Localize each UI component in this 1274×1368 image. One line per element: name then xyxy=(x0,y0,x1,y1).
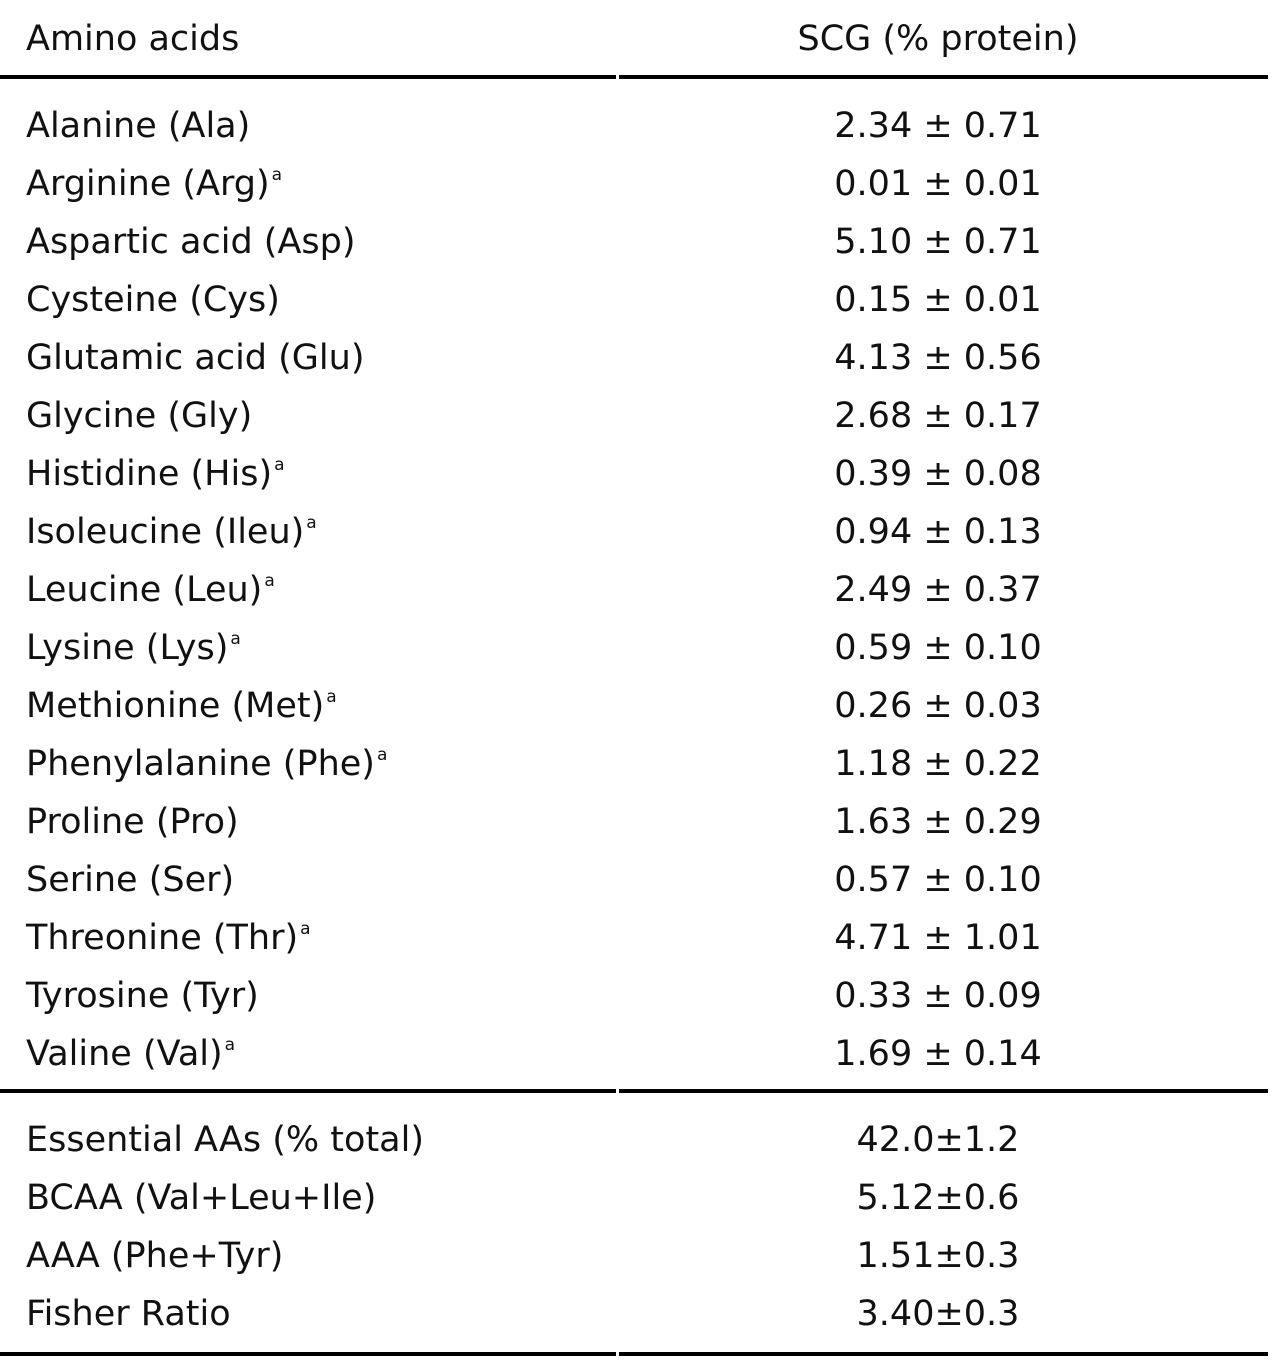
amino-acid-value: 0.59 ± 0.10 xyxy=(834,628,1042,668)
middle-rule xyxy=(0,1089,1268,1093)
essential-footnote-mark: a xyxy=(264,571,275,591)
essential-footnote-mark: a xyxy=(306,513,317,533)
essential-footnote-mark: a xyxy=(271,165,283,185)
amino-acid-label: Tyrosine (Tyr) xyxy=(26,976,259,1016)
amino-acid-label: Lysine (Lys) xyxy=(26,628,229,668)
amino-acid-value: 0.39 ± 0.08 xyxy=(834,454,1042,494)
amino-acid-label: Phenylalanine (Phe) xyxy=(26,744,375,784)
amino-acid-name xyxy=(26,686,337,732)
amino-acid-value: 4.71 ± 1.01 xyxy=(834,918,1042,958)
amino-acid-label: Methionine (Met) xyxy=(26,686,325,726)
amino-acid-value: 1.69 ± 0.14 xyxy=(834,1034,1042,1074)
amino-acid-name xyxy=(26,454,285,500)
amino-acid-label: Threonine (Thr) xyxy=(26,918,299,958)
amino-acid-value: 2.34 ± 0.71 xyxy=(834,106,1042,146)
header-amino-acids: Amino acids xyxy=(26,19,240,59)
amino-acid-name xyxy=(26,976,259,1016)
amino-acid-label: Cysteine (Cys) xyxy=(26,280,280,320)
summary-name: Fisher Ratio xyxy=(26,1294,231,1334)
amino-acid-value: 1.63 ± 0.29 xyxy=(834,802,1042,842)
amino-acid-label: Alanine (Ala) xyxy=(26,106,251,146)
amino-acid-label: Histidine (His) xyxy=(26,454,273,494)
summary-value: 3.40±0.3 xyxy=(856,1294,1020,1334)
header-rule xyxy=(0,75,1268,79)
amino-acid-value: 0.15 ± 0.01 xyxy=(834,280,1042,320)
amino-acid-value: 4.13 ± 0.56 xyxy=(834,338,1042,378)
amino-acid-value: 0.57 ± 0.10 xyxy=(834,860,1042,900)
amino-acid-value: 2.68 ± 0.17 xyxy=(834,396,1042,436)
amino-acid-label: Aspartic acid (Asp) xyxy=(26,222,356,262)
summary-name: BCAA (Val+Leu+Ile) xyxy=(26,1178,377,1218)
amino-acid-label: Proline (Pro) xyxy=(26,802,239,842)
essential-footnote-mark: a xyxy=(300,919,311,939)
essential-footnote-mark: a xyxy=(224,1035,236,1055)
amino-acid-label: Serine (Ser) xyxy=(26,860,235,900)
header-scg-protein: SCG (% protein) xyxy=(797,19,1079,59)
amino-acid-value: 1.18 ± 0.22 xyxy=(834,744,1042,784)
amino-acid-name xyxy=(26,512,317,558)
essential-footnote-mark: a xyxy=(230,629,241,649)
amino-acid-label: Leucine (Leu) xyxy=(26,570,263,610)
summary-value: 5.12±0.6 xyxy=(856,1178,1020,1218)
amino-acid-label: Isoleucine (Ileu) xyxy=(26,512,305,552)
summary-value: 42.0±1.2 xyxy=(856,1120,1020,1160)
amino-acid-name xyxy=(26,1034,235,1080)
amino-acid-name xyxy=(26,222,356,262)
amino-acid-name xyxy=(26,860,234,900)
essential-footnote-mark: a xyxy=(274,455,285,475)
amino-acid-value: 0.01 ± 0.01 xyxy=(834,164,1042,204)
bottom-rule xyxy=(0,1352,1268,1356)
essential-footnote-mark: a xyxy=(376,745,388,765)
amino-acid-label: Valine (Val) xyxy=(26,1034,223,1074)
amino-acid-value: 0.33 ± 0.09 xyxy=(834,976,1042,1016)
amino-acid-label: Arginine (Arg) xyxy=(26,164,270,204)
amino-acid-value: 0.26 ± 0.03 xyxy=(834,686,1042,726)
summary-name: AAA (Phe+Tyr) xyxy=(26,1236,284,1276)
amino-acid-name xyxy=(26,628,241,674)
amino-acid-name xyxy=(26,570,275,616)
amino-acid-name xyxy=(26,918,311,964)
summary-name: Essential AAs (% total) xyxy=(26,1120,424,1160)
amino-acid-label: Glutamic acid (Glu) xyxy=(26,338,365,378)
amino-acid-label: Glycine (Gly) xyxy=(26,396,253,436)
amino-acid-value: 2.49 ± 0.37 xyxy=(834,570,1042,610)
amino-acid-name xyxy=(26,280,280,320)
summary-value: 1.51±0.3 xyxy=(856,1236,1020,1276)
amino-acid-name xyxy=(26,106,250,146)
amino-acid-name xyxy=(26,396,252,436)
amino-acid-name xyxy=(26,802,239,842)
amino-acid-value: 0.94 ± 0.13 xyxy=(834,512,1042,552)
amino-acid-name xyxy=(26,338,364,378)
essential-footnote-mark: a xyxy=(326,687,337,707)
amino-acid-name xyxy=(26,164,282,210)
amino-acid-value: 5.10 ± 0.71 xyxy=(834,222,1042,262)
amino-acid-name xyxy=(26,744,387,790)
